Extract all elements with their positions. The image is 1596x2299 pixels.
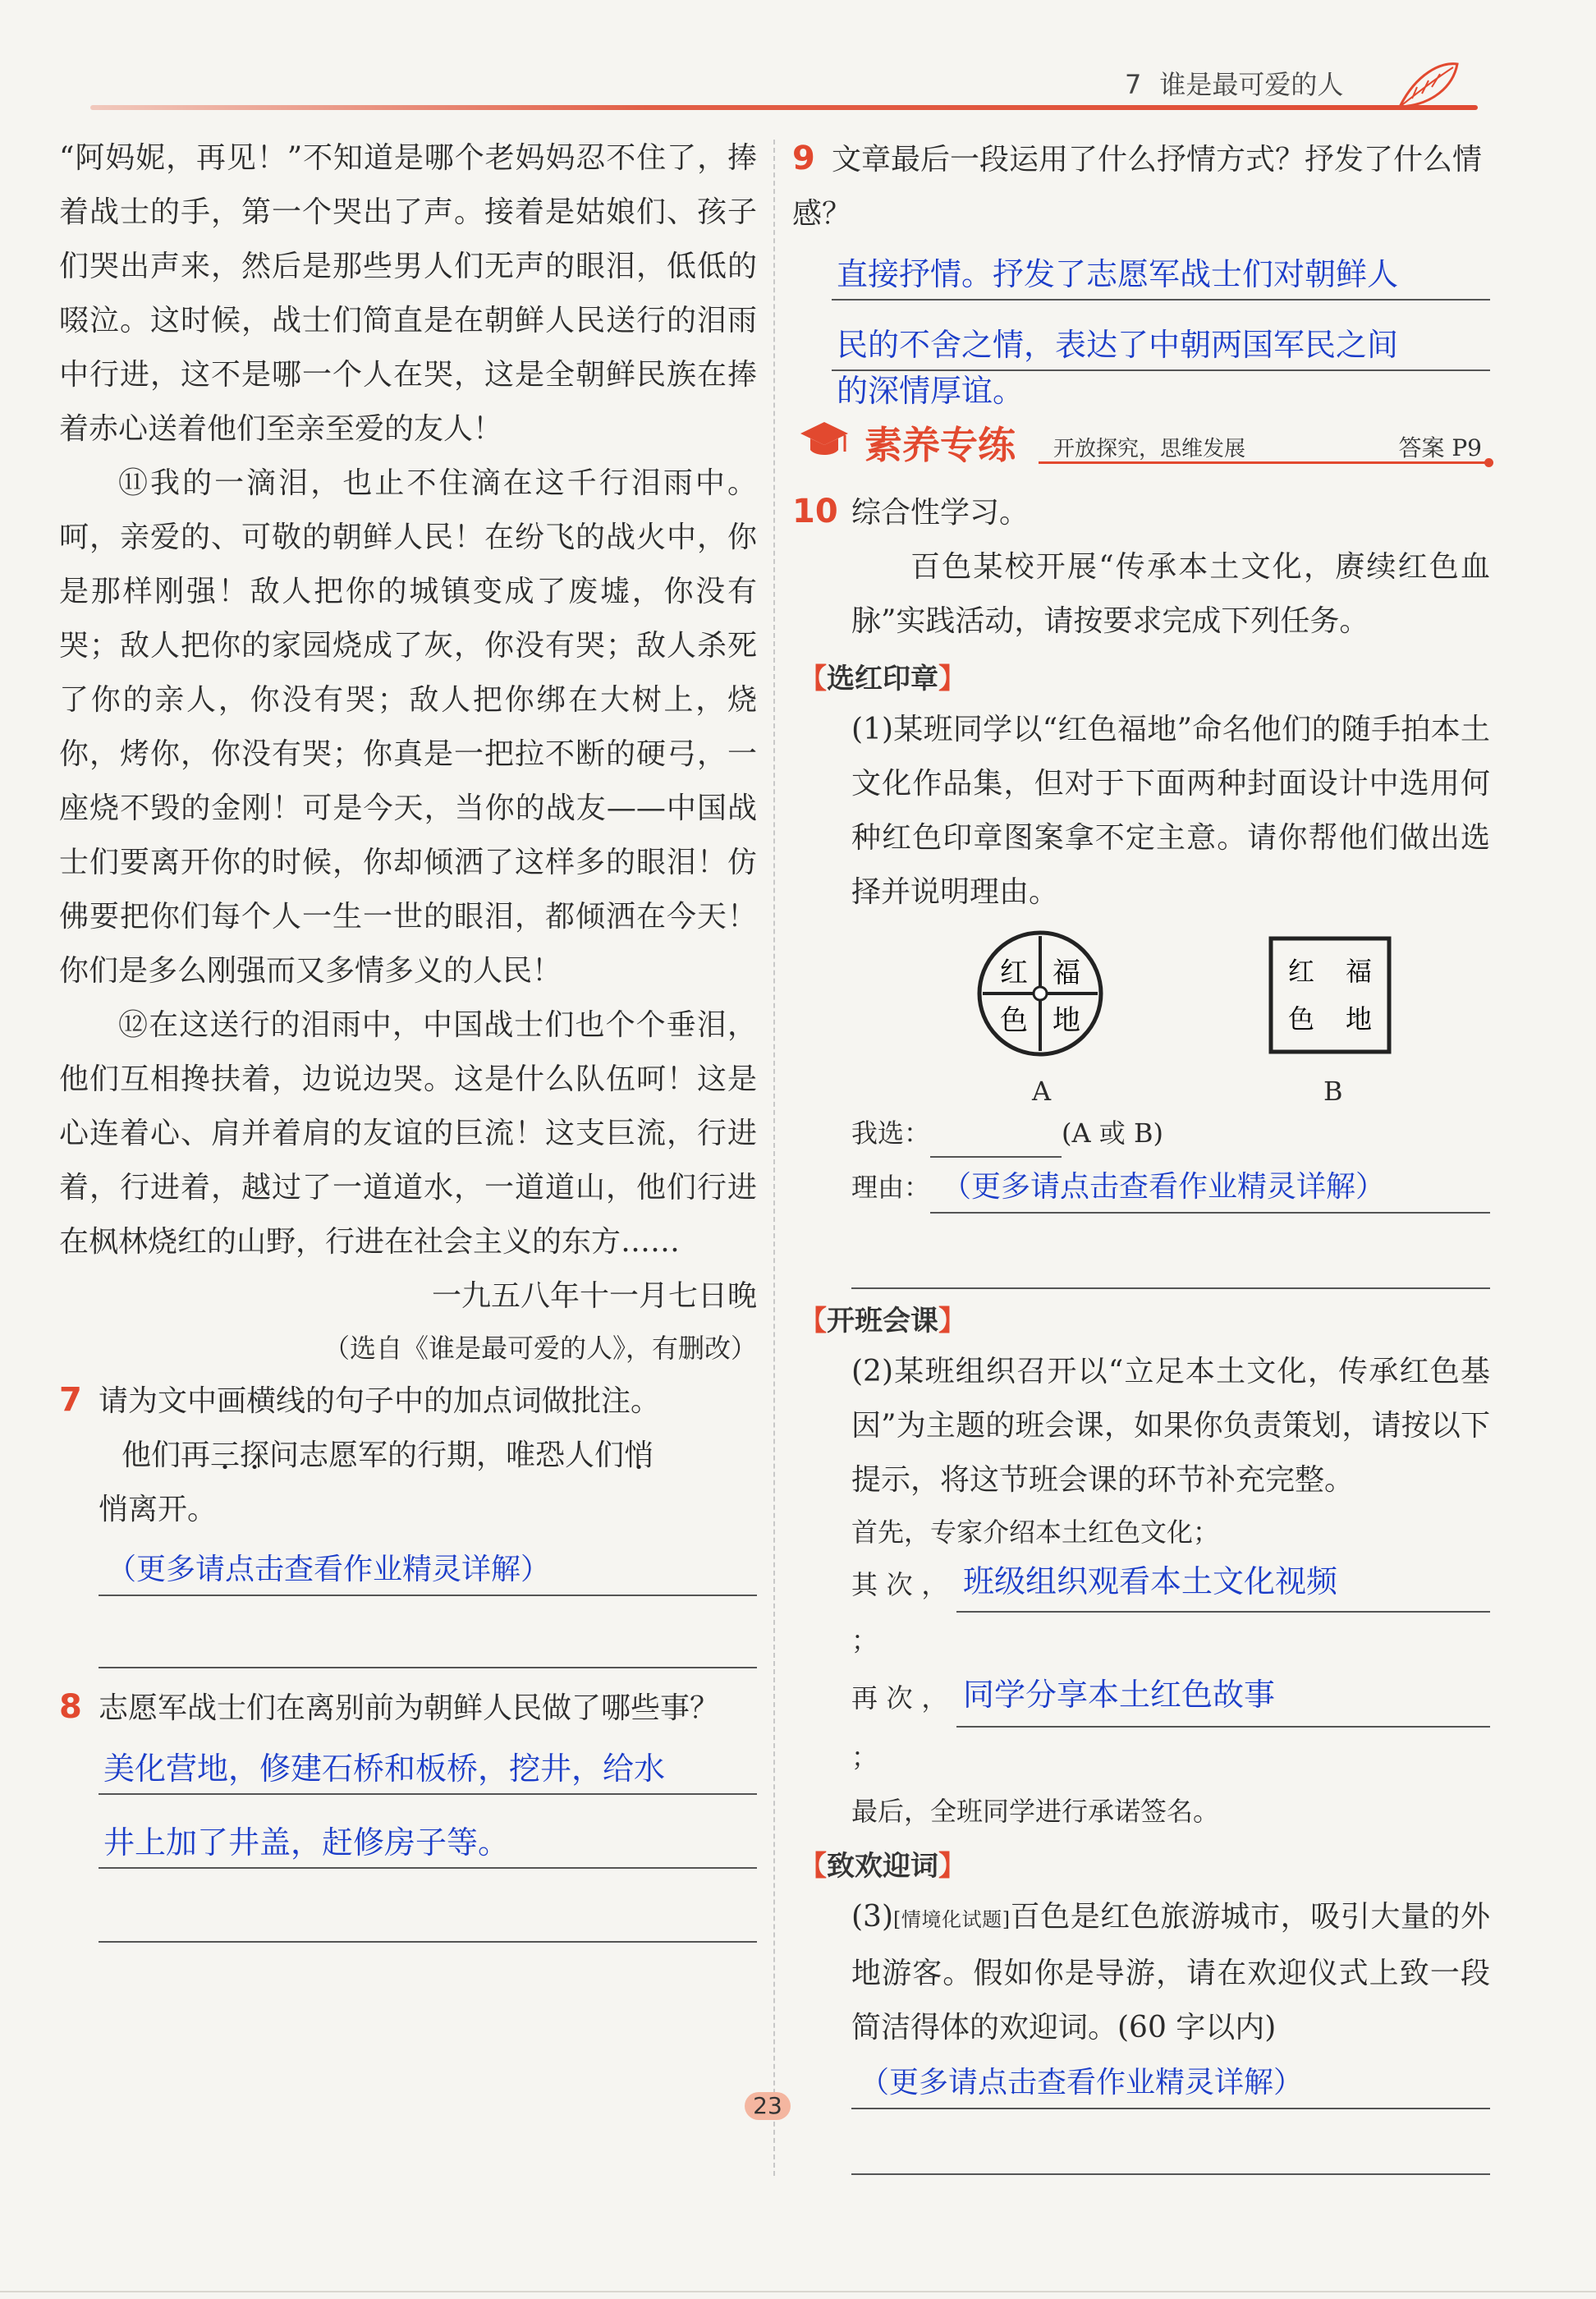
banner-title: 素养专练: [864, 423, 1016, 467]
question-8-answer-line-1[interactable]: [99, 1736, 757, 1795]
lesson-header: [1125, 64, 1361, 102]
seal-a-char-se: 色: [1000, 1004, 1028, 1037]
task-2-tag: 【开班会课】: [799, 1305, 966, 1338]
seal-b-char-fu: 福: [1345, 956, 1373, 987]
passage-paragraph-11: ⑪我的一滴泪，也止不住滴在这千行泪雨中。呵，亲爱的、可敬的朝鲜人民！在纷飞的战火中，你是那样刚强！敌人把你的城镇变成了废墟，你没有哭；敌人把你的家园烧成了灰，你没有哭；敌人杀死了你的亲人，你没有哭；敌人把你绑在大树上，烧你，烤你，你没有哭；你真是一把拉不断的硬弓，一座烧不毁的金刚！可是今天，当你的战友——中国战士们要离开你的时候，你却倾洒了这样多的眼泪！仿佛要把你们每个人一生一世的眼泪，都倾洒在今天！你们是多么刚强而又多情多义的人民！: [59, 466, 757, 988]
task-1-answers: [792, 1108, 1490, 1289]
task-2-body: [792, 1345, 1490, 1836]
quote-part: 问志愿军的行期，唯恐人们: [269, 1439, 625, 1472]
step-2-row: [851, 1557, 1490, 1668]
reason-answer-line-2[interactable]: [851, 1214, 1490, 1289]
question-10-intro: 百色某校开展“传承本土文化，赓续红色血脉”实践活动，请按要求完成下列任务。: [851, 550, 1490, 638]
question-9-answer-line-2[interactable]: [832, 301, 1490, 371]
passage-source: （选自《谁是最可爱的人》，有删改）: [323, 1333, 757, 1364]
step-4: 最后，全班同学进行承诺签名。: [851, 1796, 1220, 1827]
seal-a-char-di: 地: [1053, 1004, 1080, 1037]
task-2-tag-text: 开班会课: [827, 1305, 938, 1338]
dotted-word-san: 三: [210, 1439, 241, 1472]
question-8-answer-2: 井上加了井盖，赶修房子等。: [103, 1824, 510, 1861]
question-9-answer-2: 民的不舍之情，表达了中朝两国军民之间: [837, 327, 1399, 363]
task-3-answer-line-2[interactable]: [851, 2109, 1490, 2175]
task-3-answer-line[interactable]: [851, 2055, 1490, 2109]
task-3-tag: 【致欢迎词】: [799, 1850, 966, 1883]
task-3-prompt: 百色是红色旅游城市，吸引大量的外地游客。假如你是导游，请在欢迎仪式上致一段简洁得体的欢迎词。(60 字以内): [851, 1900, 1490, 2044]
question-10: [792, 484, 1490, 540]
step-3-end: ；: [851, 1741, 878, 1773]
question-7-text: 请为文中画横线的句子中的加点词做批注。: [99, 1384, 661, 1418]
question-8-answer-1: 美化营地，修建石桥和板桥，挖井，给水: [103, 1751, 666, 1787]
step-2-end: ；: [851, 1625, 878, 1656]
question-10-body: [792, 540, 1490, 649]
question-8-answer-line-3[interactable]: [99, 1869, 757, 1943]
question-9-answer-3: 的深情厚谊。: [837, 373, 1025, 409]
seal-b-char-se: 色: [1287, 1003, 1315, 1035]
task-3-answer-link[interactable]: （更多请点击查看作业精灵详解）: [860, 2066, 1304, 2099]
reason-answer-line[interactable]: [930, 1159, 1490, 1214]
question-7-answer-line-2[interactable]: [99, 1596, 757, 1668]
answer-reference: 答案 P9: [1398, 434, 1482, 461]
passage-paragraph-12: ⑫在这送行的泪雨中，中国战士们也个个垂泪，他们互相搀扶着，边说边哭。这是什么队伍呵！这是心连着心、肩并着肩的友谊的巨流！这支巨流，行进着，行进着，越过了一道道水，一道道山，他们行进在枫林烧红的山野，行进在社会主义的东方……: [59, 1008, 757, 1259]
step-3-prefix: 再次，: [851, 1682, 956, 1714]
task-3-tag-text: 致欢迎词: [827, 1850, 938, 1883]
question-7-quote-cont: 悄离开。: [99, 1493, 218, 1526]
choose-row: [851, 1108, 1490, 1158]
question-9-number: 9: [792, 140, 815, 177]
choose-suffix: (A 或 B): [1062, 1117, 1163, 1149]
passage-date: 一九五八年十一月七日晚: [431, 1279, 757, 1313]
question-7-answer-line[interactable]: [99, 1537, 757, 1596]
question-8-answer-line-2[interactable]: [99, 1795, 757, 1869]
question-8: [59, 1680, 757, 1736]
banner-subtitle: 开放探究，思维发展: [1053, 437, 1246, 461]
question-7-answer-link[interactable]: （更多请点击查看作业精灵详解）: [107, 1553, 551, 1586]
step-2-blank[interactable]: [956, 1563, 1490, 1613]
question-10-title: 综合性学习。: [851, 496, 1030, 530]
passage-paragraph-1: “阿妈妮，再见！”不知道是哪个老妈妈忍不住了，捧着战士的手，第一个哭出了声。接着是姑娘们、孩子们哭出声来，然后是那些男人们无声的眼泪，低低的啜泣。这时候，战士们简直是在朝鲜人民送行的泪雨中行进，这不是哪一个人在哭，这是全朝鲜民族在捧着赤心送着他们至亲至爱的友人！: [59, 141, 757, 446]
column-divider: [773, 140, 775, 2176]
question-7-number: 7: [59, 1381, 82, 1419]
question-7-quote: [59, 1429, 757, 1483]
task-1-tag-text: 选红印章: [827, 663, 938, 695]
graduation-cap-icon: [799, 419, 850, 461]
seal-b-square[interactable]: [1268, 936, 1392, 1054]
task-1-body: [792, 703, 1490, 920]
lesson-number: 7: [1125, 69, 1142, 100]
seal-a-char-hong: 红: [1000, 957, 1028, 989]
page-bottom-edge: [0, 2291, 1596, 2292]
seal-b-char-hong: 红: [1287, 956, 1315, 987]
reason-row: [851, 1159, 1490, 1214]
reason-answer-link[interactable]: （更多请点击查看作业精灵详解）: [942, 1170, 1386, 1204]
question-7: [59, 1373, 757, 1429]
seal-a-label: A: [1032, 1076, 1052, 1107]
dotted-word-tan: 探: [240, 1439, 270, 1472]
page-number: 23: [745, 2092, 791, 2120]
dotted-word-qiao: 悄: [624, 1439, 654, 1472]
banner-rule: [1039, 461, 1490, 464]
seal-options: [851, 920, 1490, 1108]
step-3-blank[interactable]: [956, 1677, 1490, 1728]
question-9: [792, 131, 1490, 241]
task-3-text: [851, 1890, 1490, 2055]
reason-prefix: 理由：: [851, 1172, 931, 1203]
step-2-prefix: 其次，: [851, 1569, 956, 1600]
task-3-number: (3): [851, 1900, 893, 1934]
seal-a-char-fu: 福: [1053, 957, 1080, 989]
seal-b-char-di: 地: [1345, 1003, 1373, 1035]
task-1-text: (1)某班同学以“红色福地”命名他们的随手拍本土文化作品集，但对于下面两种封面设计中选用何种红色印章图案拿不定主意。请你帮他们做出选择并说明理由。: [851, 713, 1490, 909]
question-8-text: 志愿军战士们在离别前为朝鲜人民做了哪些事？: [99, 1691, 720, 1725]
quote-part: 他们再: [122, 1439, 211, 1472]
left-column: [59, 131, 757, 1943]
question-9-answer-1: 直接抒情。抒发了志愿军战士们对朝鲜人: [837, 256, 1399, 292]
right-column: [792, 131, 1490, 2175]
seal-a-round[interactable]: [975, 928, 1106, 1059]
question-9-text: 文章最后一段运用了什么抒情方式？抒发了什么情感？: [792, 143, 1483, 231]
question-9-answer-line-3[interactable]: [832, 371, 1490, 407]
choose-blank[interactable]: [930, 1123, 1062, 1158]
practice-banner: [792, 412, 1490, 470]
step-3-row: [851, 1668, 1490, 1787]
step-3-answer: 同学分享本土红色故事: [963, 1677, 1276, 1713]
task-1-tag: 【选红印章】: [799, 663, 966, 695]
step-1: 首先，专家介绍本土红色文化；: [851, 1517, 1220, 1548]
task-3-context-tag: [情境化试题]: [893, 1908, 1011, 1931]
choose-prefix: 我选：: [851, 1117, 931, 1149]
banner-rule-dot: [1484, 458, 1493, 467]
question-10-number: 10: [792, 493, 838, 530]
question-8-number: 8: [59, 1688, 82, 1726]
seal-b-label: B: [1323, 1076, 1343, 1107]
question-9-answer-line-1[interactable]: [832, 241, 1490, 301]
step-2-answer: 班级组织观看本土文化视频: [963, 1563, 1338, 1599]
header-rule: [90, 105, 1478, 110]
task-2-text: (2)某班组织召开以“立足本土文化，传承红色基因”为主题的班会课，如果你负责策划，请按以下提示，将这节班会课的环节补充完整。: [851, 1355, 1490, 1497]
task-3-body: [792, 1890, 1490, 2175]
lesson-title: 谁是最可爱的人: [1159, 69, 1344, 100]
